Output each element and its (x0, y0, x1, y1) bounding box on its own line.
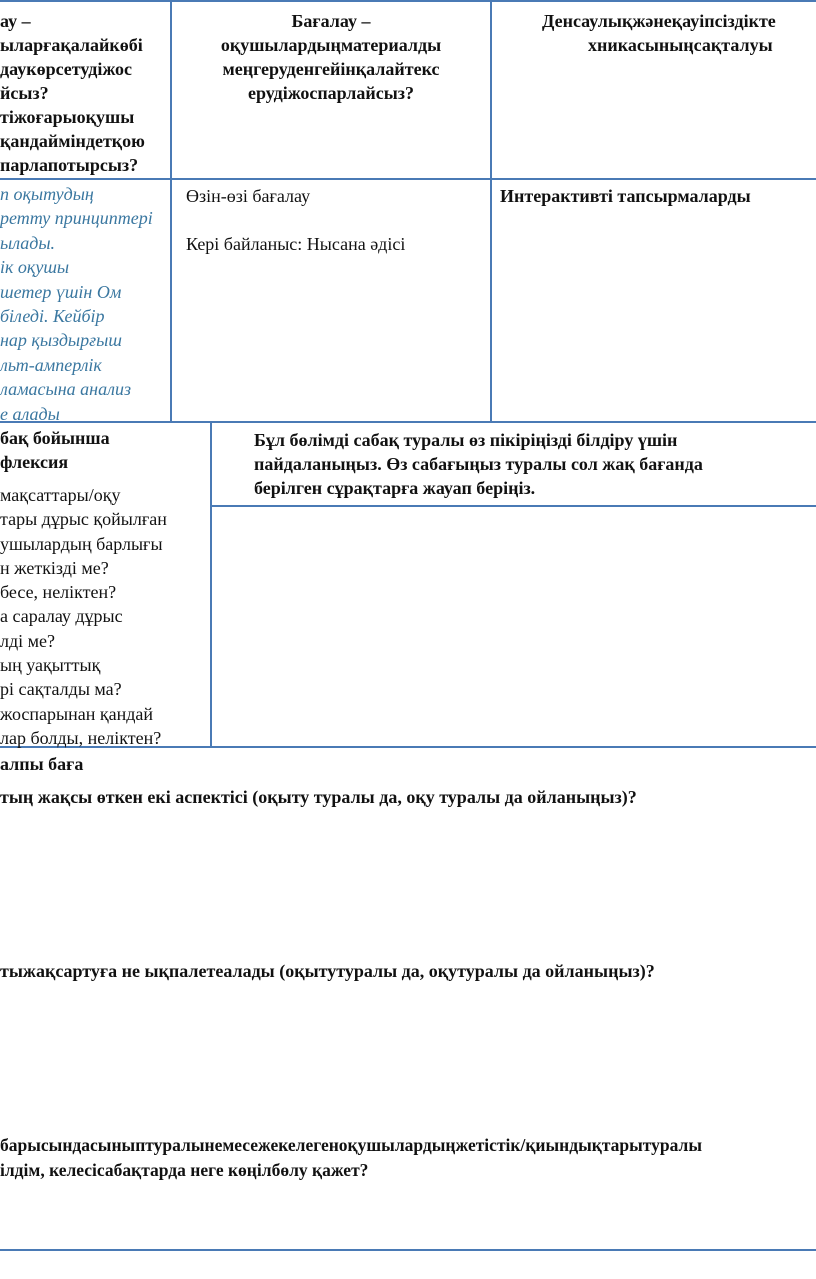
reflection-instruction (254, 428, 814, 500)
question-line: рі сақталды ма? (0, 679, 122, 700)
header-line: меңгеруденгейінқалайтекс (222, 59, 440, 79)
table1-header-divider (0, 178, 816, 180)
header-line: ыларғақалайкөбі (0, 35, 143, 55)
instruction-line: Бұл бөлімді сабақ туралы өз пікіріңізді білдіру үшін (254, 430, 678, 450)
header-line: ерудіжоспарлайсыз? (247, 83, 414, 103)
question3-line: барысындасыныптуралынемесежекелегеноқушылардыңжетістік/қиындықтарытуралы (0, 1135, 703, 1155)
question-line: лар болды, неліктен? (0, 727, 162, 748)
page-bottom-rule (0, 1249, 816, 1251)
table2-col-divider (210, 421, 212, 748)
header-line: хникасыныңсақталуы (588, 35, 773, 55)
table2-inner-divider (212, 505, 816, 507)
body-line: нар қыздырғыш (0, 330, 122, 351)
header-line: қандайміндетқою (0, 131, 145, 151)
body-line: ылады. (0, 232, 56, 253)
assessment-self: Өзін-өзі бағалау (186, 186, 311, 206)
table1-col1-header (0, 9, 168, 177)
question-line: н жеткізді ме? (0, 557, 109, 578)
table1-top-border (0, 0, 816, 2)
body-line: ретту принциптері (0, 208, 153, 229)
body-line: е алады (0, 403, 60, 424)
question-line: мақсаттары/оқу (0, 485, 121, 505)
table1-col2-divider (490, 0, 492, 423)
summary-question-3 (0, 1133, 816, 1182)
instruction-line: пайдаланыңыз. Өз сабағыңыз туралы сол жақ бағанда (254, 454, 703, 474)
table1-col3-body (500, 184, 816, 208)
table1-col2-header (172, 9, 490, 105)
table1-col3-header (492, 9, 816, 57)
header-line: Денсаулықжәнеқауіпсіздікте (542, 11, 776, 31)
header-line: тіжоғарыоқушы (0, 107, 135, 127)
title-line: бақ бойынша (0, 428, 110, 448)
title-line: флексия (0, 452, 69, 472)
body-line: ік оқушы (0, 257, 70, 278)
interactive-tasks: Интерактивті тапсырмаларды (500, 186, 751, 206)
question-line: ың уақыттық (0, 655, 101, 676)
body-line: п оқытудың (0, 184, 94, 204)
summary-question-2: тыжақсартуға не ықпалетеалады (оқытутуралы да, оқутуралы да ойланыңыз)? (0, 961, 655, 981)
header-line: ау – (0, 11, 31, 31)
question-line: а саралау дұрыс (0, 606, 123, 627)
question-line: бесе, неліктен? (0, 582, 117, 603)
summary-heading: алпы баға (0, 754, 84, 774)
body-line: льт-амперлік (0, 354, 102, 375)
header-line: Бағалау – (291, 11, 371, 31)
table2-left-cell (0, 426, 208, 750)
question-line: жоспарынан қандай (0, 703, 154, 724)
body-line: шетер үшін Ом (0, 281, 122, 302)
table1-col2-body (186, 184, 486, 256)
question-line: лді ме? (0, 630, 56, 651)
question3-line: ілдім, келесісабақтарда неге көңілбөлу қажет? (0, 1159, 369, 1180)
header-line: парлапотырсыз? (0, 155, 139, 175)
header-line: оқушылардыңматериалды (220, 35, 442, 55)
reflection-title (0, 426, 208, 474)
header-line: йсыз? (0, 83, 49, 103)
body-line: ламасына анализ (0, 379, 131, 400)
question-line: тары дұрыс қойылған (0, 509, 167, 530)
body-line: біледі. Кейбір (0, 306, 105, 327)
assessment-feedback: Кері байланыс: Нысана әдісі (186, 234, 406, 254)
table1-col1-body (0, 182, 168, 426)
instruction-line: берілген сұрақтарға жауап беріңіз. (254, 478, 536, 498)
header-line: даукөрсетудіжос (0, 59, 132, 79)
question-line: ушылардың барлығы (0, 533, 163, 554)
summary-question-1: тың жақсы өткен екі аспектісі (оқыту туралы да, оқу туралы да ойланыңыз)? (0, 787, 637, 807)
reflection-questions (0, 483, 208, 750)
